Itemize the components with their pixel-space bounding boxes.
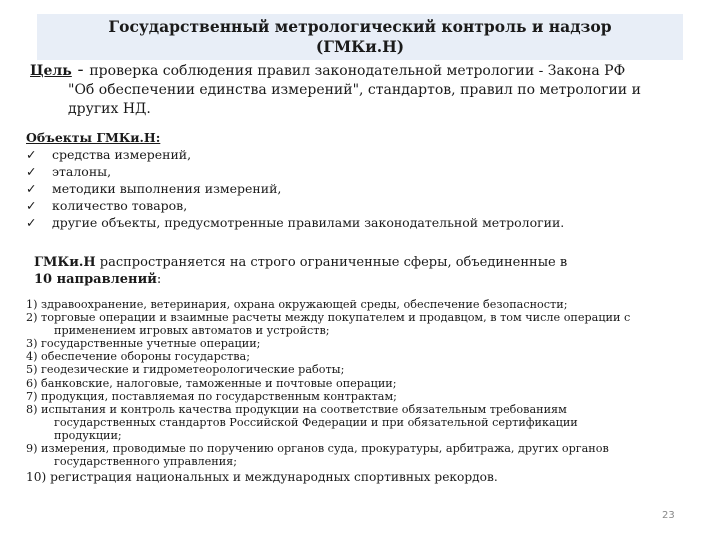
direction-continuation: применением игровых автоматов и устройств; <box>54 324 330 338</box>
direction-item <box>26 442 710 468</box>
direction-item <box>26 390 710 403</box>
page-number: 23 <box>662 510 675 521</box>
directions-list <box>26 298 710 484</box>
objects-heading: Объекты ГМКи.Н: <box>26 130 161 145</box>
direction-item <box>26 350 710 363</box>
direction-continuation: продукции; <box>54 428 122 442</box>
checkmark-icon: ✓ <box>26 147 37 162</box>
goal-label: Цель <box>30 63 72 79</box>
direction-text: 6) банковские, налоговые, таможенные и почтовые операции; <box>26 376 397 390</box>
direction-item <box>26 298 710 311</box>
list-item <box>26 214 706 231</box>
list-item-text: количество товаров, <box>52 198 188 213</box>
checkmark-icon: ✓ <box>26 181 37 196</box>
scope-paragraph <box>34 254 634 288</box>
direction-item <box>26 377 710 390</box>
goal-paragraph <box>30 60 710 119</box>
list-item-text: эталоны, <box>52 164 112 179</box>
checkmark-icon: ✓ <box>26 164 37 179</box>
list-item <box>26 180 706 197</box>
list-item-text: методики выполнения измерений, <box>52 181 282 196</box>
scope-text-2: : <box>156 272 162 287</box>
title-line-1: Государственный метрологический контроль и надзор <box>108 17 612 36</box>
list-item <box>26 197 706 214</box>
direction-text: 2) торговые операции и взаимные расчеты между покупателем и продавцом, в том числе операции с <box>26 311 631 325</box>
goal-text-2: "Об обеспечении единства измерений", стандартов, правил по метрологии и <box>68 82 641 98</box>
goal-dash: - <box>71 59 90 80</box>
direction-text: 7) продукция, поставляемая по государственным контрактам; <box>26 389 397 403</box>
objects-list <box>26 146 706 231</box>
direction-item-last: 10) регистрация национальных и международных спортивных рекордов. <box>26 470 498 485</box>
scope-bold-2: 10 направлений <box>34 272 157 287</box>
slide-title <box>37 14 683 60</box>
title-line-2: (ГМКи.Н) <box>315 37 405 56</box>
list-item-text: другие объекты, предусмотренные правилами законодательной метрологии. <box>52 215 565 230</box>
goal-text-3: других НД. <box>68 101 151 117</box>
direction-text: 9) измерения, проводимые по поручению органов суда, прокуратуры, арбитража, других органов <box>26 442 609 456</box>
direction-text: 1) здравоохранение, ветеринария, охрана окружающей среды, обеспечение безопасности; <box>26 298 568 311</box>
goal-text-1: проверка соблюдения правил законодательной метрологии - Закона РФ <box>89 63 626 79</box>
list-item-text: средства измерений, <box>52 147 192 162</box>
checkmark-icon: ✓ <box>26 198 37 213</box>
list-item <box>26 163 706 180</box>
checkmark-icon: ✓ <box>26 215 37 230</box>
direction-item <box>26 363 710 376</box>
list-item <box>26 146 706 163</box>
direction-item <box>26 403 710 442</box>
scope-bold-1: ГМКи.Н <box>34 255 96 270</box>
direction-continuation: государственного управления; <box>54 455 237 469</box>
direction-item <box>26 311 710 337</box>
objects-section <box>26 129 706 231</box>
direction-text: 3) государственные учетные операции; <box>26 337 261 351</box>
direction-item <box>26 337 710 350</box>
direction-continuation: государственных стандартов Российской Федерации и при обязательной сертификации <box>54 415 578 429</box>
scope-text-1: распространяется на строго ограниченные сферы, объединенные в <box>95 255 568 270</box>
direction-text: 4) обеспечение обороны государства; <box>26 350 250 364</box>
direction-text: 8) испытания и контроль качества продукции на соответствие обязательным требованиям <box>26 402 567 416</box>
direction-text: 5) геодезические и гидрометеорологические работы; <box>26 363 345 377</box>
